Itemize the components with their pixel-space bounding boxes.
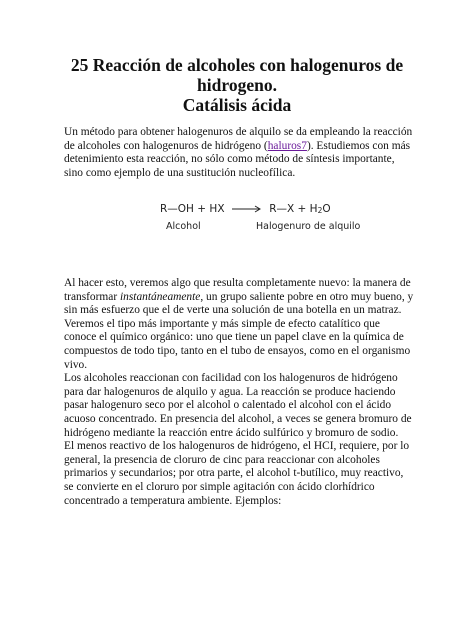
title-line-2: hidrogeno.: [197, 75, 277, 95]
body-paragraph-3: El menos reactivo de los halogenuros de hidrógeno, el HCI, requiere, por lo general, la presencia de cloruro de cinc para reaccionar con alcoholes primarios y secundarios; por otra parte, el alcohol t-butílico, muy reactivo, se convierte en el cloruro por simple agitación con ácido clorhídrico concentrado a temperatura ambiente. Ejemplos:: [64, 440, 410, 507]
equation-products-a: R—X + H: [269, 203, 318, 215]
haluros7-link[interactable]: haluros7: [267, 139, 307, 152]
equation-products: [269, 203, 330, 215]
reaction-arrow-icon: [232, 205, 262, 213]
title-line-3: Catálisis ácida: [182, 95, 292, 115]
equation-line: [160, 203, 331, 215]
p1-em: instantáneamente: [119, 290, 201, 303]
reaction-equation: [160, 203, 400, 237]
p1-before-em: Al hacer esto, veremos algo que resulta completamente nuevo: la manera de transformar: [64, 277, 411, 303]
equation-products-subscript: 2: [317, 206, 323, 215]
equation-reactants: R—OH + HX: [160, 203, 225, 215]
label-halogenuro: Halogenuro de alquilo: [256, 221, 361, 232]
body-paragraph-1: [64, 277, 414, 372]
title-line-1: 25 Reacción de alcoholes con halogenuros de: [70, 55, 404, 75]
body-paragraph-2: Los alcoholes reaccionan con facilidad con los halogenuros de hidrógeno para dar halogenuros de alquilo y agua. La reacción se produce haciendo pasar halogenuro seco por el alcohol o calentado el alcohol con el ácido acuoso concentrado. En presencia del alcohol, a veces se genera bromuro de hidrógeno mediante la reacción entre ácido sulfúrico y bromuro de sodio.: [64, 372, 412, 439]
intro-paragraph: [64, 126, 414, 180]
page-title: [20, 55, 454, 115]
intro-text-before-link: Un método para obtener halogenuros de alquilo se da empleando la reacción de alcoholes con halogenuros de hidrógeno (: [64, 126, 413, 152]
intro-text-after-link: ). Estudiemos con más detenimiento esta reacción, no sólo como método de síntesis importante, sino como ejemplo de una sustitución nucleofílica.: [64, 139, 411, 179]
equation-products-b: O: [322, 203, 331, 215]
p1-after-em: , un grupo saliente pobre en otro muy bueno, y sin más esfuerzo que el de verte una solución de una botella en un matraz. Veremos el tipo más importante y más simple de efecto catalítico que conoce el químico orgánico: uno que tiene un papel clave en la química de compuestos de todo tipo, tanto en el tubo de ensayos, como en el organismo vivo.: [64, 290, 414, 371]
label-alcohol: Alcohol: [166, 221, 201, 232]
body-text: [64, 277, 414, 508]
